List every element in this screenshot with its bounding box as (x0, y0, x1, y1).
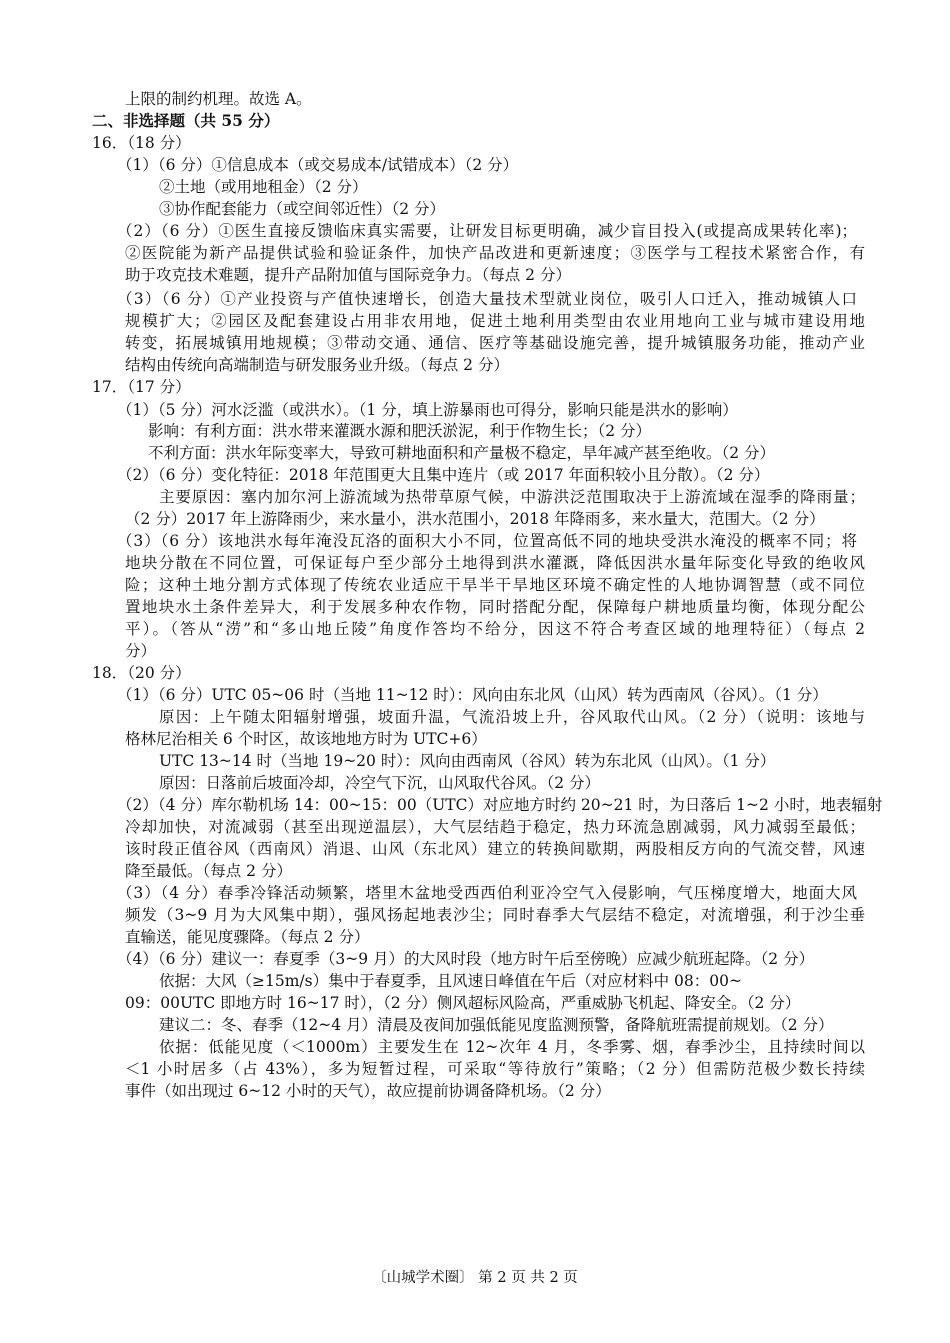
text-line: 主要原因：塞内加尔河上游流域为热带草原气候，中游洪泛范围取决于上游流域在湿季的降雨量； (159, 488, 865, 506)
text-line: 原因：上午随太阳辐射增强，坡面升温，气流沿坡上升，谷风取代山风。（2 分）（说明：该地与 (159, 708, 865, 726)
text-line: 分） (125, 642, 157, 660)
text-line: （2）（6 分）①医生直接反馈临床真实需要，让研发目标更明确，减少盲目投入(或提高成果转化率)； (117, 222, 857, 240)
text-line: 置地块水土条件差异大，利于发展多种农作物，同时搭配分配，保障每户耕地质量均衡，体现分配公 (125, 598, 865, 616)
text-line: ③协作配套能力（或空间邻近性）（2 分） (159, 200, 446, 218)
text-line: 地块分散在不同位置，可保证每户至少部分土地得到洪水灌溉，降低因洪水量年际变化导致的绝收风 (125, 554, 865, 572)
text-line: （2）（6 分）变化特征：2018 年范围更大且集中连片（或 2017 年面积较小且分散）。（2 分） (117, 466, 770, 484)
text-line: 建议二：冬、春季（12~4 月）清晨及夜间加强低能见度监测预警，备降航班需提前规划。（2 分） (159, 1016, 834, 1034)
text-line: （1）（5 分）河水泛滥（或洪水）。（1 分，填上游暴雨也可得分，影响只能是洪水的影响） (117, 401, 738, 419)
text-line: （4）（6 分）建议一：春夏季（3~9 月）的大风时段（地方时午后至傍晚）应减少航班起降。（2 分） (117, 950, 815, 968)
text-line: 不利方面：洪水年际变率大，导致可耕地面积和产量极不稳定，旱年减产甚至绝收。（2 分） (148, 444, 776, 462)
question-number: 16．（18 分） (92, 134, 191, 152)
question-number: 18．（20 分） (92, 664, 191, 682)
text-line: 险；这种土地分割方式体现了传统农业适应干旱半干旱地区环境不确定性的人地协调智慧（或不同位 (125, 576, 865, 594)
text-line: 平）。（答从“涝”和“多山地丘陵”角度作答均不给分，因这不符合考查区域的地理特征）（每点 2 (125, 620, 865, 638)
text-line: （2）（4 分）库尔勒机场 14：00~15：00（UTC）对应地方时约 20~21 时，为日落后 1~2 小时，地表辐射 (117, 796, 883, 814)
text-line: （3）（6 分）该地洪水每年淹没瓦洛的面积大小不同，位置高低不同的地块受洪水淹没的概率不同；将 (117, 532, 857, 550)
text-line: ②土地（或用地租金）（2 分） (159, 178, 368, 196)
text-line: （1）（6 分）①信息成本（或交易成本/试错成本）（2 分） (117, 156, 519, 174)
text-line: ＜1 小时居多（占 43%），多为短暂过程，可采取“等待放行”策略；（2 分）但需防范极少数长持续 (125, 1060, 865, 1078)
text-line: ②医院能为新产品提供试验和验证条件，加快产品改进和更新速度；③医学与工程技术紧密合作，有 (125, 244, 865, 262)
text-line: （3）（4 分）春季冷锋活动频繁，塔里木盆地受西西伯利亚冷空气入侵影响，气压梯度增大，地面大风 (117, 884, 857, 902)
page-footer: 〔山城学术圈〕 第 2 页 共 2 页 (372, 1270, 578, 1286)
text-line: 09：00UTC 即地方时 16~17 时），（2 分）侧风超标风险高，严重威胁飞机起、降安全。（2 分） (125, 994, 801, 1012)
text-line: 转变，拓展城镇用地规模；③带动交通、通信、医疗等基础设施完善，提升城镇服务功能，推动产业 (125, 334, 865, 352)
text-line: 降至最低。（每点 2 分） (125, 862, 292, 880)
text-line: 直输送，能见度骤降。（每点 2 分） (125, 928, 370, 946)
question-number: 17．（17 分） (92, 378, 191, 396)
text-line: 上限的制约机理。故选 A。 (125, 90, 312, 108)
text-line: UTC 13~14 时（当地 19~20 时）：风向由西南风（谷风）转为东北风（山风）。（1 分） (159, 752, 776, 770)
text-line: （2 分）2017 年上游降雨少，来水量小，洪水范围小，2018 年降雨多，来水量大，范围大。（2 分） (125, 510, 825, 528)
text-line: （1）（6 分）UTC 05~06 时（当地 11~12 时）：风向由东北风（山风）转为西南风（谷风）。（1 分） (117, 686, 828, 704)
text-line: 冷却加快，对流减弱（甚至出现逆温层），大气层结趋于稳定，热力环流急剧减弱，风力减弱至最低； (125, 818, 865, 836)
text-line: 结构由传统向高端制造与研发服务业升级。（每点 2 分） (125, 356, 509, 374)
text-line: 规模扩大；②园区及配套建设占用非农用地，促进土地利用类型由农业用地向工业与城市建设用地 (125, 312, 865, 330)
text-line: 依据：低能见度（＜1000m）主要发生在 12~次年 4 月，冬季雾、烟，春季沙尘，且持续时间以 (159, 1038, 865, 1056)
text-line: 格林尼治相关 6 个时区，故该地地方时为 UTC+6） (125, 730, 487, 748)
text-line: 影响：有利方面：洪水带来灌溉水源和肥沃淤泥，利于作物生长；（2 分） (148, 422, 652, 440)
text-line: 依据：大风（≥15m/s）集中于春夏季，且风速日峰值在午后（对应材料中 08：00~ (159, 972, 742, 990)
text-line: 助于攻克技术难题，提升产品附加值与国际竞争力。（每点 2 分） (125, 266, 571, 284)
text-line: 原因：日落前后坡面冷却，冷空气下沉，山风取代谷风。（2 分） (159, 774, 601, 792)
section-heading: 二、非选择题（共 55 分） (92, 111, 280, 130)
text-line: 频发（3~9 月为大风集中期），强风扬起地表沙尘；同时春季大气层结不稳定，对流增强，利于沙尘垂 (125, 906, 865, 924)
text-line: （3）（6 分）①产业投资与产值快速增长，创造大量技术型就业岗位，吸引人口迁入，推动城镇人口 (117, 290, 857, 308)
text-line: 事件（如出现过 6~12 小时的天气），故应提前协调备降机场。（2 分） (125, 1082, 611, 1100)
text-line: 该时段正值谷风（西南风）消退、山风（东北风）建立的转换间歇期，两股相反方向的气流交替，风速 (125, 840, 865, 858)
